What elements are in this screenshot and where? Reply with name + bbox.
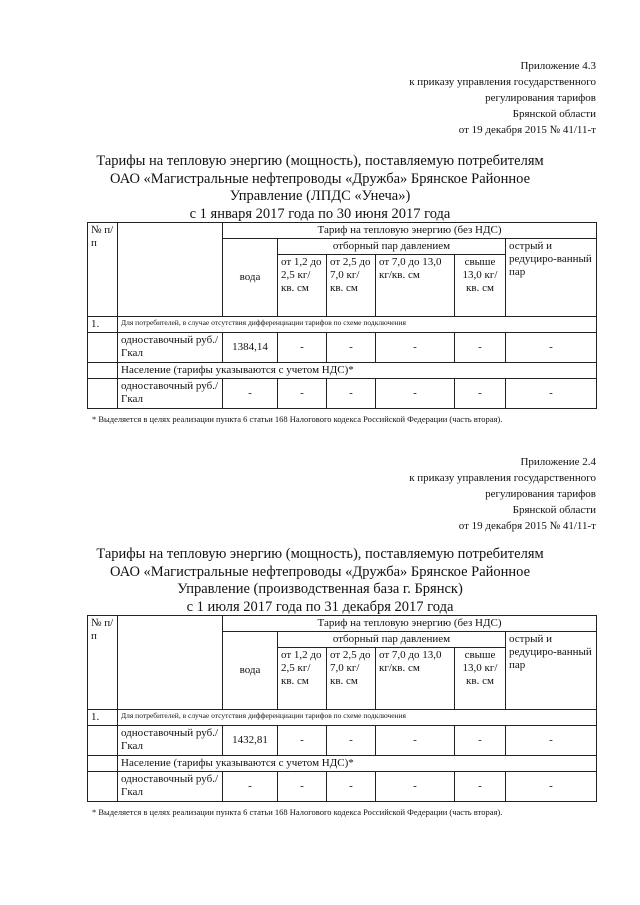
value-dash: -	[278, 333, 327, 363]
row-number: 1.	[88, 317, 118, 333]
header-number: № п/п	[88, 616, 118, 710]
value-dash: -	[455, 333, 506, 363]
value-dash: -	[376, 333, 455, 363]
header-pressure-4: свыше 13,0 кг/ кв. см	[455, 648, 506, 710]
title-line: Управление (производственная база г. Брянск)	[177, 581, 463, 597]
value-dash: -	[278, 772, 327, 802]
header-pressure-3: от 7,0 до 13,0 кг/кв. см	[376, 255, 455, 317]
row-number: 1.	[88, 710, 118, 726]
appendix-number: Приложение 4.3	[520, 60, 596, 72]
title-period: с 1 июля 2017 года по 31 декабря 2017 года	[186, 598, 454, 615]
value-dash: -	[455, 379, 506, 409]
rate-label: одноставочный руб./Гкал	[118, 333, 223, 363]
blank-cell	[88, 756, 118, 772]
footnote: * Выделяется в целях реализации пункта 6 статьи 168 Налогового кодекса Российской Федерации (часть вторая).	[92, 807, 503, 817]
group-all-consumers: Для потребителей, в случае отсутствия дифференциации тарифов по схеме подключения	[118, 710, 597, 726]
header-blank	[118, 223, 223, 317]
value-dash: -	[376, 726, 455, 756]
header-tariff: Тариф на тепловую энергию (без НДС)	[223, 616, 597, 632]
value-dash: -	[506, 333, 597, 363]
appendix-order-date: от 19 декабря 2015 № 41/11-т	[458, 520, 596, 532]
water-value: 1384,14	[223, 333, 278, 363]
value-dash: -	[506, 772, 597, 802]
water-value: 1432,81	[223, 726, 278, 756]
appendix-number: Приложение 2.4	[520, 456, 596, 468]
rate-label: одноставочный руб./Гкал	[118, 772, 223, 802]
value-dash: -	[278, 726, 327, 756]
appendix-line: Брянской области	[512, 108, 596, 120]
document-title	[90, 153, 550, 223]
header-water: вода	[223, 632, 278, 710]
blank-cell	[88, 333, 118, 363]
title-line: ОАО «Магистральные нефтепроводы «Дружба» Брянское Районное	[109, 563, 531, 580]
header-blank	[118, 616, 223, 710]
rate-label: одноставочный руб./Гкал	[118, 726, 223, 756]
value-dash: -	[455, 726, 506, 756]
appendix-line: к приказу управления государственного	[409, 76, 596, 88]
header-sharp-steam: острый и редуциро-ванный пар	[506, 632, 597, 710]
header-sharp-steam: острый и редуциро-ванный пар	[506, 239, 597, 317]
appendix-block	[409, 58, 596, 138]
blank-cell	[88, 363, 118, 379]
header-steam: отборный пар давлением	[278, 632, 506, 648]
header-number: № п/п	[88, 223, 118, 317]
value-dash: -	[506, 379, 597, 409]
appendix-line: регулирования тарифов	[485, 488, 596, 500]
title-period: с 1 января 2017 года по 30 июня 2017 года	[189, 205, 451, 222]
value-dash: -	[376, 772, 455, 802]
appendix-line: к приказу управления государственного	[409, 472, 596, 484]
value-dash: -	[223, 772, 278, 802]
header-steam: отборный пар давлением	[278, 239, 506, 255]
header-pressure-1: от 1,2 до 2,5 кг/кв. см	[278, 648, 327, 710]
value-dash: -	[506, 726, 597, 756]
tariff-table	[87, 615, 597, 802]
value-dash: -	[376, 379, 455, 409]
header-tariff: Тариф на тепловую энергию (без НДС)	[223, 223, 597, 239]
document-title	[90, 546, 550, 616]
header-pressure-2: от 2,5 до 7,0 кг/кв. см	[327, 255, 376, 317]
header-pressure-1: от 1,2 до 2,5 кг/кв. см	[278, 255, 327, 317]
blank-cell	[88, 726, 118, 756]
title-line: ОАО «Магистральные нефтепроводы «Дружба» Брянское Районное	[109, 170, 531, 187]
header-pressure-3: от 7,0 до 13,0 кг/кв. см	[376, 648, 455, 710]
footnote: * Выделяется в целях реализации пункта 6 статьи 168 Налогового кодекса Российской Федерации (часть вторая).	[92, 414, 503, 424]
tariff-table	[87, 222, 597, 409]
value-dash: -	[327, 333, 376, 363]
value-dash: -	[223, 379, 278, 409]
value-dash: -	[327, 772, 376, 802]
blank-cell	[88, 772, 118, 802]
rate-label: одноставочный руб./Гкал	[118, 379, 223, 409]
header-pressure-4: свыше 13,0 кг/ кв. см	[455, 255, 506, 317]
title-line: Тарифы на тепловую энергию (мощность), поставляемую потребителям	[96, 546, 544, 562]
appendix-line: регулирования тарифов	[485, 92, 596, 104]
value-dash: -	[327, 379, 376, 409]
title-line: Тарифы на тепловую энергию (мощность), поставляемую потребителям	[96, 153, 544, 169]
group-population: Население (тарифы указываются с учетом НДС)*	[118, 363, 597, 379]
appendix-order-date: от 19 декабря 2015 № 41/11-т	[458, 124, 596, 136]
header-water: вода	[223, 239, 278, 317]
header-pressure-2: от 2,5 до 7,0 кг/кв. см	[327, 648, 376, 710]
group-all-consumers: Для потребителей, в случае отсутствия дифференциации тарифов по схеме подключения	[118, 317, 597, 333]
value-dash: -	[278, 379, 327, 409]
value-dash: -	[455, 772, 506, 802]
appendix-line: Брянской области	[512, 504, 596, 516]
blank-cell	[88, 379, 118, 409]
appendix-block	[409, 454, 596, 534]
group-population: Население (тарифы указываются с учетом НДС)*	[118, 756, 597, 772]
title-line: Управление (ЛПДС «Унеча»)	[229, 188, 411, 204]
value-dash: -	[327, 726, 376, 756]
